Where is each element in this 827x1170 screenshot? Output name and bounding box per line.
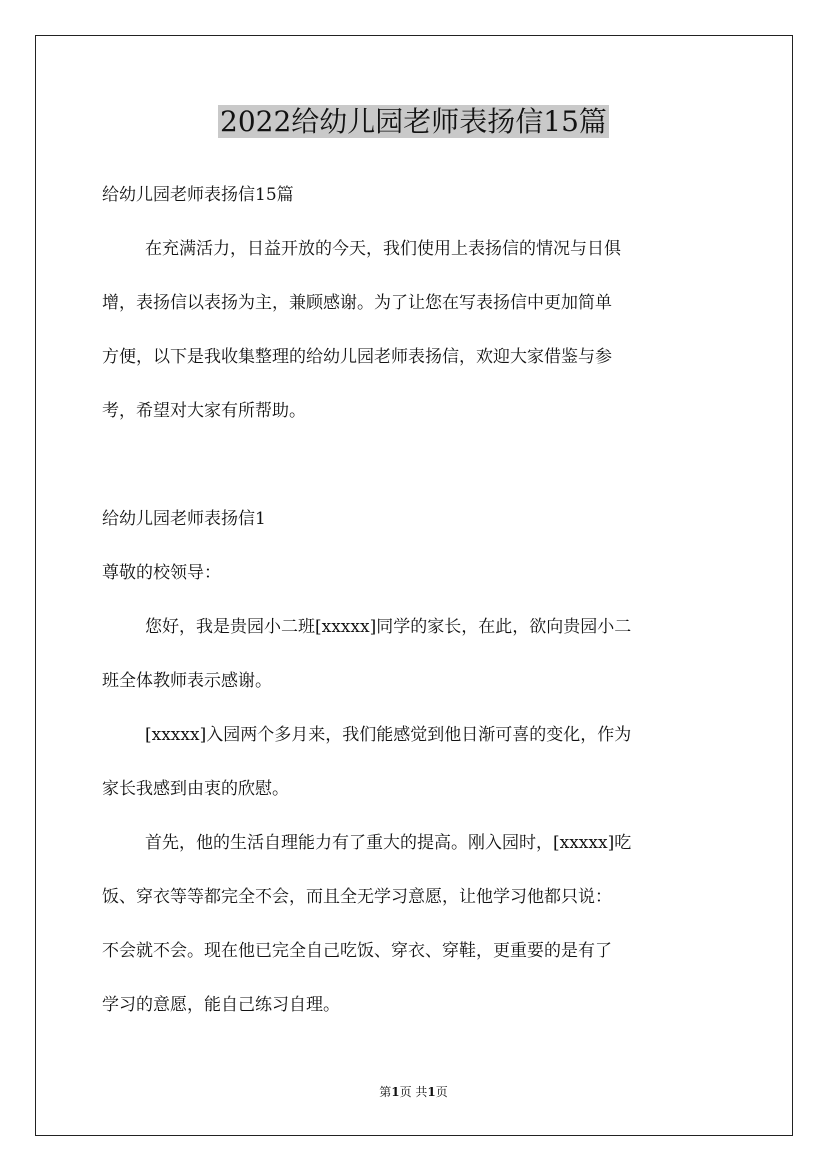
letter-paragraph-line: 学习的意愿，能自己练习自理。: [102, 995, 340, 1015]
page-footer: [0, 1082, 827, 1102]
paragraph-gap: [102, 438, 727, 492]
document-title-text: 2022给幼儿园老师表扬信15篇: [220, 105, 607, 138]
letter-salutation: 尊敬的校领导：: [102, 563, 221, 583]
footer-suffix: 页: [435, 1085, 448, 1099]
footer-mid: 页 共: [399, 1085, 428, 1099]
footer-total-pages: 1: [427, 1085, 436, 1099]
footer-prefix: 第: [379, 1085, 392, 1099]
letter-paragraph-line: [xxxxx]入园两个多月来，我们能感觉到他日渐可喜的变化，作为: [145, 725, 632, 745]
intro-line: 增，表扬信以表扬为主，兼顾感谢。为了让您在写表扬信中更加简单: [102, 293, 612, 313]
letter-paragraph-line: 家长我感到由衷的欣慰。: [102, 779, 289, 799]
document-subtitle: 给幼儿园老师表扬信15篇: [102, 185, 294, 205]
letter-paragraph-line: 饭、穿衣等等都完全不会，而且全无学习意愿，让他学习他都只说：: [102, 887, 612, 907]
intro-line: 方便，以下是我收集整理的给幼儿园老师表扬信，欢迎大家借鉴与参: [102, 347, 612, 367]
document-title: [0, 98, 827, 146]
letter-paragraph-line: 班全体教师表示感谢。: [102, 671, 272, 691]
intro-line: 考，希望对大家有所帮助。: [102, 401, 306, 421]
letter-paragraph-line: 您好，我是贵园小二班[xxxxx]同学的家长，在此，欲向贵园小二: [145, 617, 632, 637]
footer-page-number: 1: [391, 1085, 400, 1099]
document-body: [102, 168, 727, 1032]
letter-heading: 给幼儿园老师表扬信1: [102, 509, 266, 529]
letter-paragraph-line: 首先，他的生活自理能力有了重大的提高。刚入园时，[xxxxx]吃: [145, 833, 632, 853]
intro-line: 在充满活力，日益开放的今天，我们使用上表扬信的情况与日俱: [145, 239, 621, 259]
letter-paragraph-line: 不会就不会。现在他已完全自己吃饭、穿衣、穿鞋，更重要的是有了: [102, 941, 612, 961]
